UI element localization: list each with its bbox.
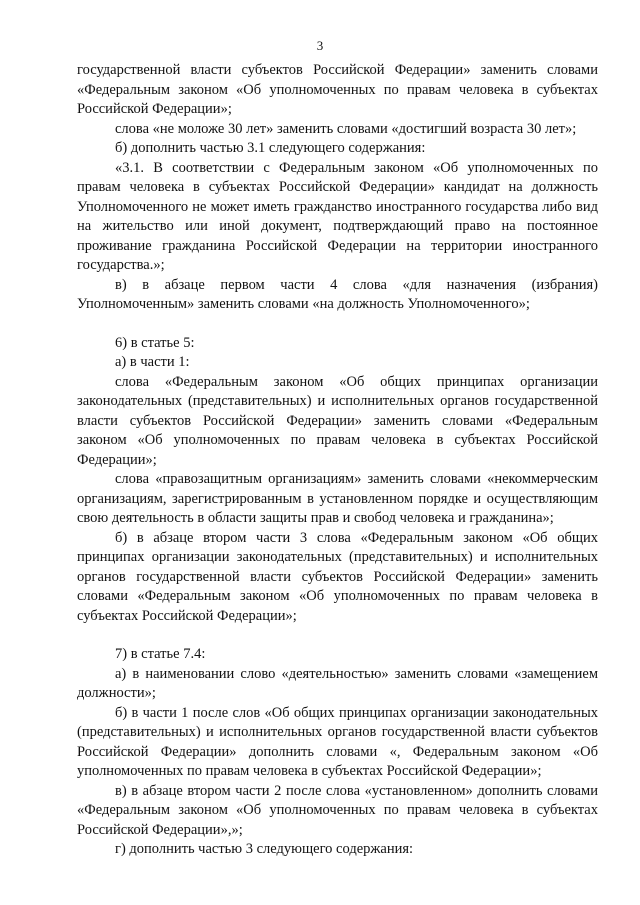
paragraph: а) в части 1: — [115, 354, 190, 370]
document-body — [77, 61, 598, 860]
paragraph: б) дополнить частью 3.1 следующего содержания: — [115, 140, 426, 156]
paragraph: г) дополнить частью 3 следующего содержания: — [115, 841, 414, 857]
paragraph-continuation: государственной власти субъектов Российской Федерации» заменить словами «Федеральным законом «Об уполномоченных по правам человека в субъектах Российской Федерации»; — [77, 62, 598, 117]
paragraph: б) в части 1 после слов «Об общих принципах организации законодательных (представительных) и исполнительных органов государственной власти субъектов Российской Федерации» дополнить словами «, Федеральным законом «Об уполномоченных по правам человека в субъектах Российской Федерации»; — [77, 704, 598, 779]
paragraph: слова «правозащитным организациям» заменить словами «некоммерческим организациям, зарегистрированным в установленном порядке и осуществляющим свою деятельность в области защиты прав и свобод человека и гражданина»; — [77, 471, 598, 526]
paragraph-quote-3-1: «3.1. В соответствии с Федеральным законом «Об уполномоченных по правам человека в субъектах Российской Федерации» кандидат на должность Уполномоченного не может иметь гражданство иностранного государства либо вид на жительство или иной документ, подтверждающий право на постоянное проживание гражданина Российской Федерации на территории иностранного государства.»; — [77, 159, 598, 273]
paragraph: слова «не моложе 30 лет» заменить словами «достигший возраста 30 лет»; — [115, 120, 577, 137]
page-number: 3 — [316, 38, 324, 53]
paragraph: а) в наименовании слово «деятельностью» заменить словами «замещением должности»; — [77, 665, 598, 701]
item-6-heading: 6) в статье 5: — [115, 334, 195, 351]
paragraph: слова «Федеральным законом «Об общих принципах организации законодательных (представительных) и исполнительных органов государственной власти субъектов Российской Федерации» заменить словами «Федеральным законом «Об уполномоченных по правам человека в субъектах Российской Федерации»; — [77, 373, 598, 468]
paragraph: в) в абзаце втором части 2 после слова «установленном» дополнить словами «Федеральным законом «Об уполномоченных по правам человека в субъектах Российской Федерации»,»; — [77, 782, 598, 838]
paragraph: в) в абзаце первом части 4 слова «для назначения (избрания) Уполномоченным» заменить словами «на должность Уполномоченного»; — [77, 276, 598, 312]
item-7-heading: 7) в статье 7.4: — [115, 646, 206, 662]
paragraph: б) в абзаце втором части 3 слова «Федеральным законом «Об общих принципах организации законодательных (представительных) и исполнительных органов государственной власти субъектов Российской Федерации» заменить словами «Федеральным законом «Об уполномоченных по правам человека в субъектах Российской Федерации»; — [77, 529, 598, 624]
